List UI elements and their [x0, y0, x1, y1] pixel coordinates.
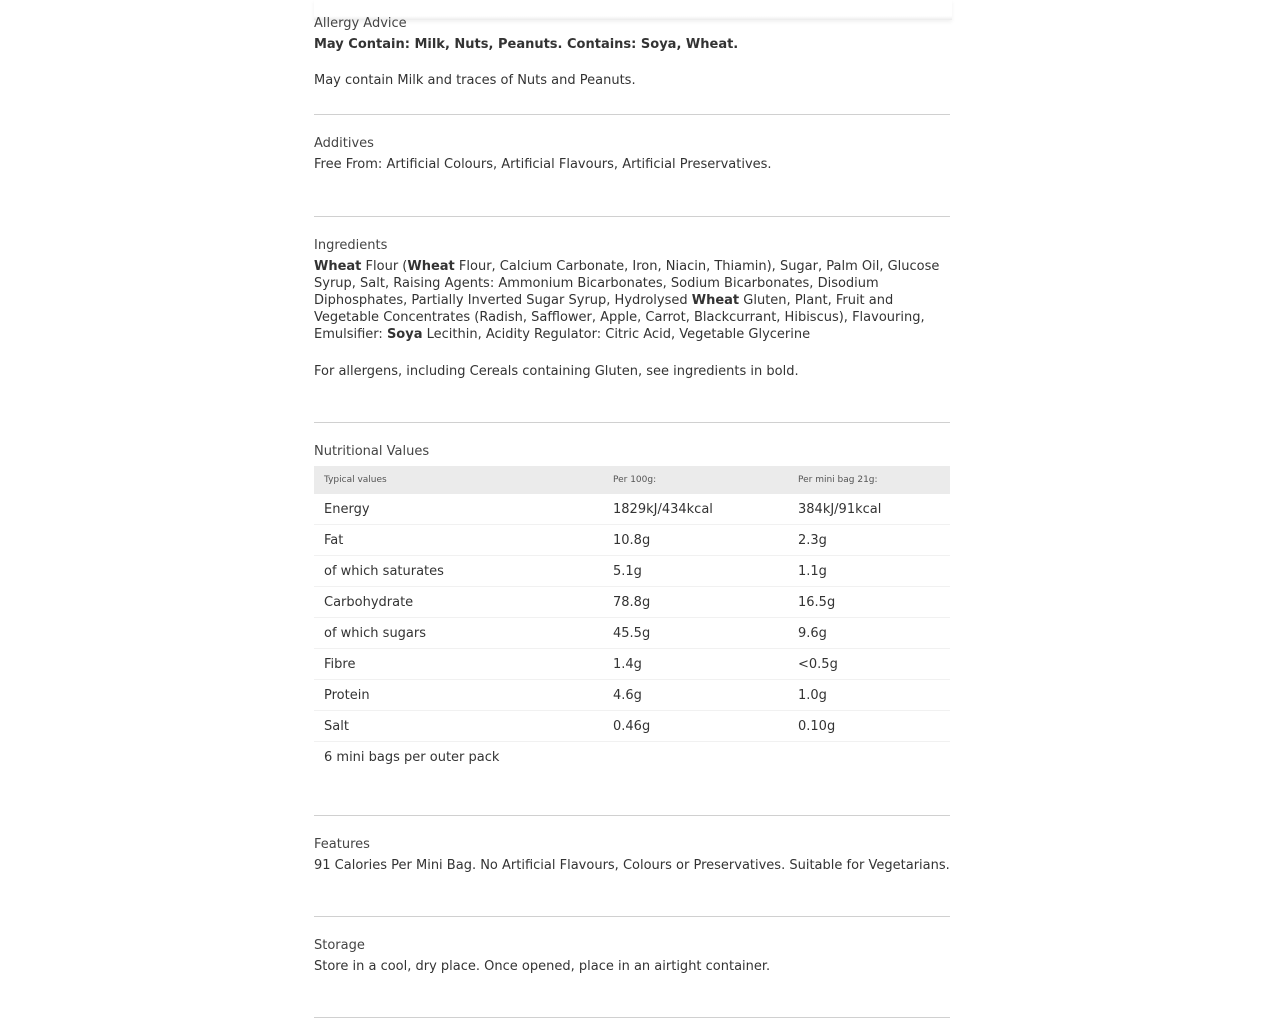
allergy-note: May contain Milk and traces of Nuts and Peanuts. — [314, 73, 636, 88]
allergen-note: For allergens, including Cereals containing Gluten, see ingredients in bold. — [314, 364, 799, 379]
pack-note: 6 mini bags per outer pack — [324, 749, 500, 765]
value-per-100g: 0.46g — [603, 711, 788, 742]
features-text: 91 Calories Per Mini Bag. No Artificial Flavours, Colours or Preservatives. Suitable for Vegetarians. — [314, 858, 950, 873]
nutrient-name: of which saturates — [314, 556, 603, 587]
table-row — [314, 649, 950, 680]
ingredients-section — [314, 236, 950, 423]
additives-section — [314, 134, 950, 217]
nutrition-header-row — [314, 466, 950, 494]
features-section — [314, 835, 950, 917]
additives-text: Free From: Artificial Colours, Artificial Flavours, Artificial Preservatives. — [314, 157, 772, 172]
allergen-ingredient: Wheat — [407, 259, 455, 274]
nutrient-name: Fat — [314, 525, 603, 556]
table-row — [314, 494, 950, 525]
value-per-100g: 45.5g — [603, 618, 788, 649]
nutrient-name: of which sugars — [314, 618, 603, 649]
ingredient-text: Gluten, Plant, Fruit and Vegetable Concentrates (Radish, Safflower, Apple, Carrot, Blackcurrant, Hibiscus), Flavouring, Emulsifier: — [314, 293, 925, 342]
allergen-ingredient: Wheat — [314, 259, 362, 274]
table-row — [314, 680, 950, 711]
value-per-bag: 9.6g — [788, 618, 950, 649]
table-row — [314, 556, 950, 587]
storage-section — [314, 936, 950, 1018]
ingredient-text: Lecithin, Acidity Regulator: Citric Acid, Vegetable Glycerine — [422, 327, 811, 342]
product-details — [314, 14, 950, 1018]
nutrition-section — [314, 442, 950, 816]
allergen-ingredient: Soya — [386, 327, 423, 342]
nutrient-name: Fibre — [314, 649, 603, 680]
value-per-100g: 1.4g — [603, 649, 788, 680]
value-per-bag: 2.3g — [788, 525, 950, 556]
nutrient-name: Salt — [314, 711, 603, 742]
storage-text: Store in a cool, dry place. Once opened, place in an airtight container. — [314, 959, 771, 974]
nutrient-name: Energy — [314, 494, 603, 525]
value-per-100g: 10.8g — [603, 525, 788, 556]
header-per-100g: Per 100g: — [603, 466, 788, 494]
ingredient-text: Flour ( — [361, 259, 408, 274]
allergy-advice-title: Allergy Advice — [314, 16, 407, 31]
nutrition-title: Nutritional Values — [314, 444, 430, 459]
ingredient-text: Flour, Calcium Carbonate, Iron, Niacin, Thiamin), Sugar, Palm Oil, Glucose Syrup, Salt, Raising Agents: Ammonium Bicarbonates, Sodium Bicarbonates, Disodium Diphosphates, Partially Inverted Sugar Syrup, Hydrolysed — [314, 259, 940, 308]
nutrient-name: Protein — [314, 680, 603, 711]
allergen-ingredient: Wheat — [691, 293, 740, 308]
storage-title: Storage — [314, 938, 365, 953]
allergy-statement: May Contain: Milk, Nuts, Peanuts. Contains: Soya, Wheat. — [314, 37, 739, 52]
value-per-bag: 1.0g — [788, 680, 950, 711]
value-per-bag: 384kJ/91kcal — [788, 494, 950, 525]
allergy-advice-section — [314, 14, 950, 115]
table-row — [314, 711, 950, 742]
additives-title: Additives — [314, 136, 374, 151]
table-row — [314, 618, 950, 649]
value-per-bag: <0.5g — [788, 649, 950, 680]
nutrient-name: Carbohydrate — [314, 587, 603, 618]
value-per-100g: 4.6g — [603, 680, 788, 711]
ingredients-list — [314, 258, 950, 343]
ingredients-title: Ingredients — [314, 238, 388, 253]
value-per-bag: 0.10g — [788, 711, 950, 742]
value-per-bag: 1.1g — [788, 556, 950, 587]
value-per-100g: 1829kJ/434kcal — [603, 494, 788, 525]
nutrition-table — [314, 466, 950, 772]
pack-note-row — [314, 742, 950, 773]
value-per-100g: 5.1g — [603, 556, 788, 587]
header-per-mini-bag: Per mini bag 21g: — [788, 466, 950, 494]
table-row — [314, 587, 950, 618]
header-typical-values: Typical values — [314, 466, 603, 494]
value-per-bag: 16.5g — [788, 587, 950, 618]
value-per-100g: 78.8g — [603, 587, 788, 618]
table-row — [314, 525, 950, 556]
features-title: Features — [314, 837, 370, 852]
